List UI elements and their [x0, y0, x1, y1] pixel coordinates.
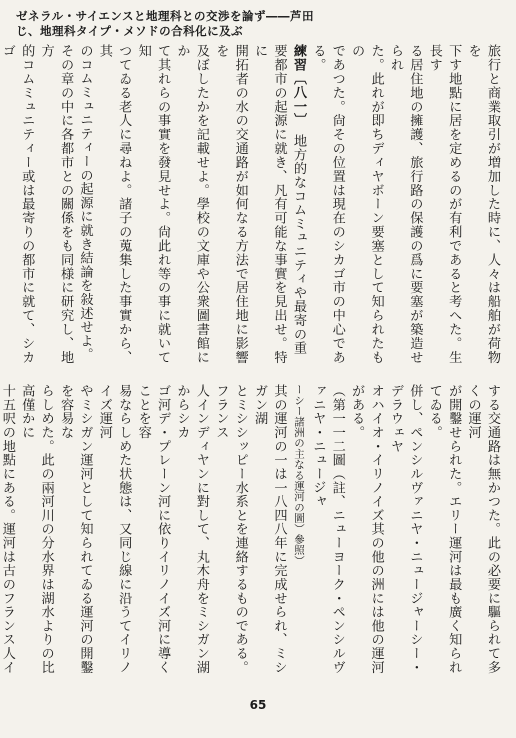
text-line: のコムミュニティーの起源に就き結論を敍述せよ。: [77, 44, 93, 362]
text-line: 要都市の起源に就き、凡有可能な事實を見出せ。特に: [252, 44, 287, 364]
text-line: オハイオ・イリノイズ其の他の洲には他の運河がある。: [349, 384, 384, 674]
lower-text-block: [0, 384, 502, 674]
upper-text-block: [0, 44, 502, 364]
text-line: が開鑿せられた。エリー運河は最も廣く知られてゐる。: [426, 384, 462, 674]
text-line: て其れらの事實を發見せよ。尙此れ等の事に就いて知: [135, 44, 171, 364]
text-line: 下す地點に居を定めるのが有利であると考へた。生長す: [426, 44, 462, 364]
figure-reference-note: ーシー諸洲の主なる運河の圖）參照）: [292, 384, 305, 566]
text-line: る居住地の擁護、旅行路の保護の爲に要塞が築造せられ: [387, 44, 423, 364]
text-line: やミシガン運河として知られてゐる運河の開鑿を容易な: [58, 384, 93, 674]
text-line: 其の運河の一は一八四八年に完成せられ、ミシガン湖: [252, 384, 287, 674]
text-line: 地方的なコムミュニティや最寄の重: [290, 134, 306, 355]
text-line: する交通路は無かつた。此の必要に驅られて多くの運河: [465, 384, 500, 674]
text-line: らしめた。此の兩河川の分水界は湖水よりの比高僅かに: [19, 384, 54, 674]
running-head-line-2: じ、地理科タイプ・メソドの合科化に及ぶ: [16, 24, 244, 38]
text-line: つてゐる老人に尋ねよ。諸子の蒐集した事實から、其: [96, 44, 132, 364]
running-head: [16, 8, 502, 42]
text-line: 人インディヤンに對して、丸木舟をミシガン湖からシカ: [174, 384, 209, 674]
text-line: 的コムミュニティー或は最寄りの都市に就て、シカゴ: [0, 44, 35, 364]
text-line: とミシシッピー水系とを連絡するものである。フランス: [213, 384, 248, 674]
page-number: 65: [249, 698, 267, 712]
text-line: であつた。尙その位置は現在のシカゴ市の中心である。: [310, 44, 345, 364]
text-line: 及ぼしたかを記載せよ。學校の文庫や公衆圖書館にか: [174, 44, 209, 364]
text-line: 十五呎の地點にある。運河は古のフランス人イ: [0, 384, 15, 674]
text-line: 旅行と商業取引が増加した時に、人々は船舶が荷物を: [465, 44, 500, 364]
text-line: 併し、ペンシルヴァニヤ・ニュージャーシー・デラウェヤ: [387, 384, 423, 674]
text-line: 開拓者の水の交通路が如何なる方法で居住地に影響を: [213, 44, 248, 364]
text-line: 易ならしめた状態は、又同じ線に沿うてイリノイズ運河: [96, 384, 132, 674]
exercise-81-heading: 練習〔八一〕: [290, 44, 306, 121]
figure-reference-line: （第一一二圖（註、ニューヨーク・ペンシルヴァニヤ・ニュージャ: [310, 384, 345, 674]
text-line: た。此れが即ちディヤボーン要塞として知られたもの: [349, 44, 384, 364]
running-head-line-1: ゼネラル・サイエンスと地理科との交渉を論ず――芦田: [16, 9, 315, 23]
text-line: ゴ河デ・プレーン河に依りイリノイズ河に導くことを容: [135, 384, 171, 674]
text-line: その章の中に各都市との關係をも同様に研究し、地方: [38, 44, 74, 364]
exercise-81-first-line: [289, 44, 308, 364]
